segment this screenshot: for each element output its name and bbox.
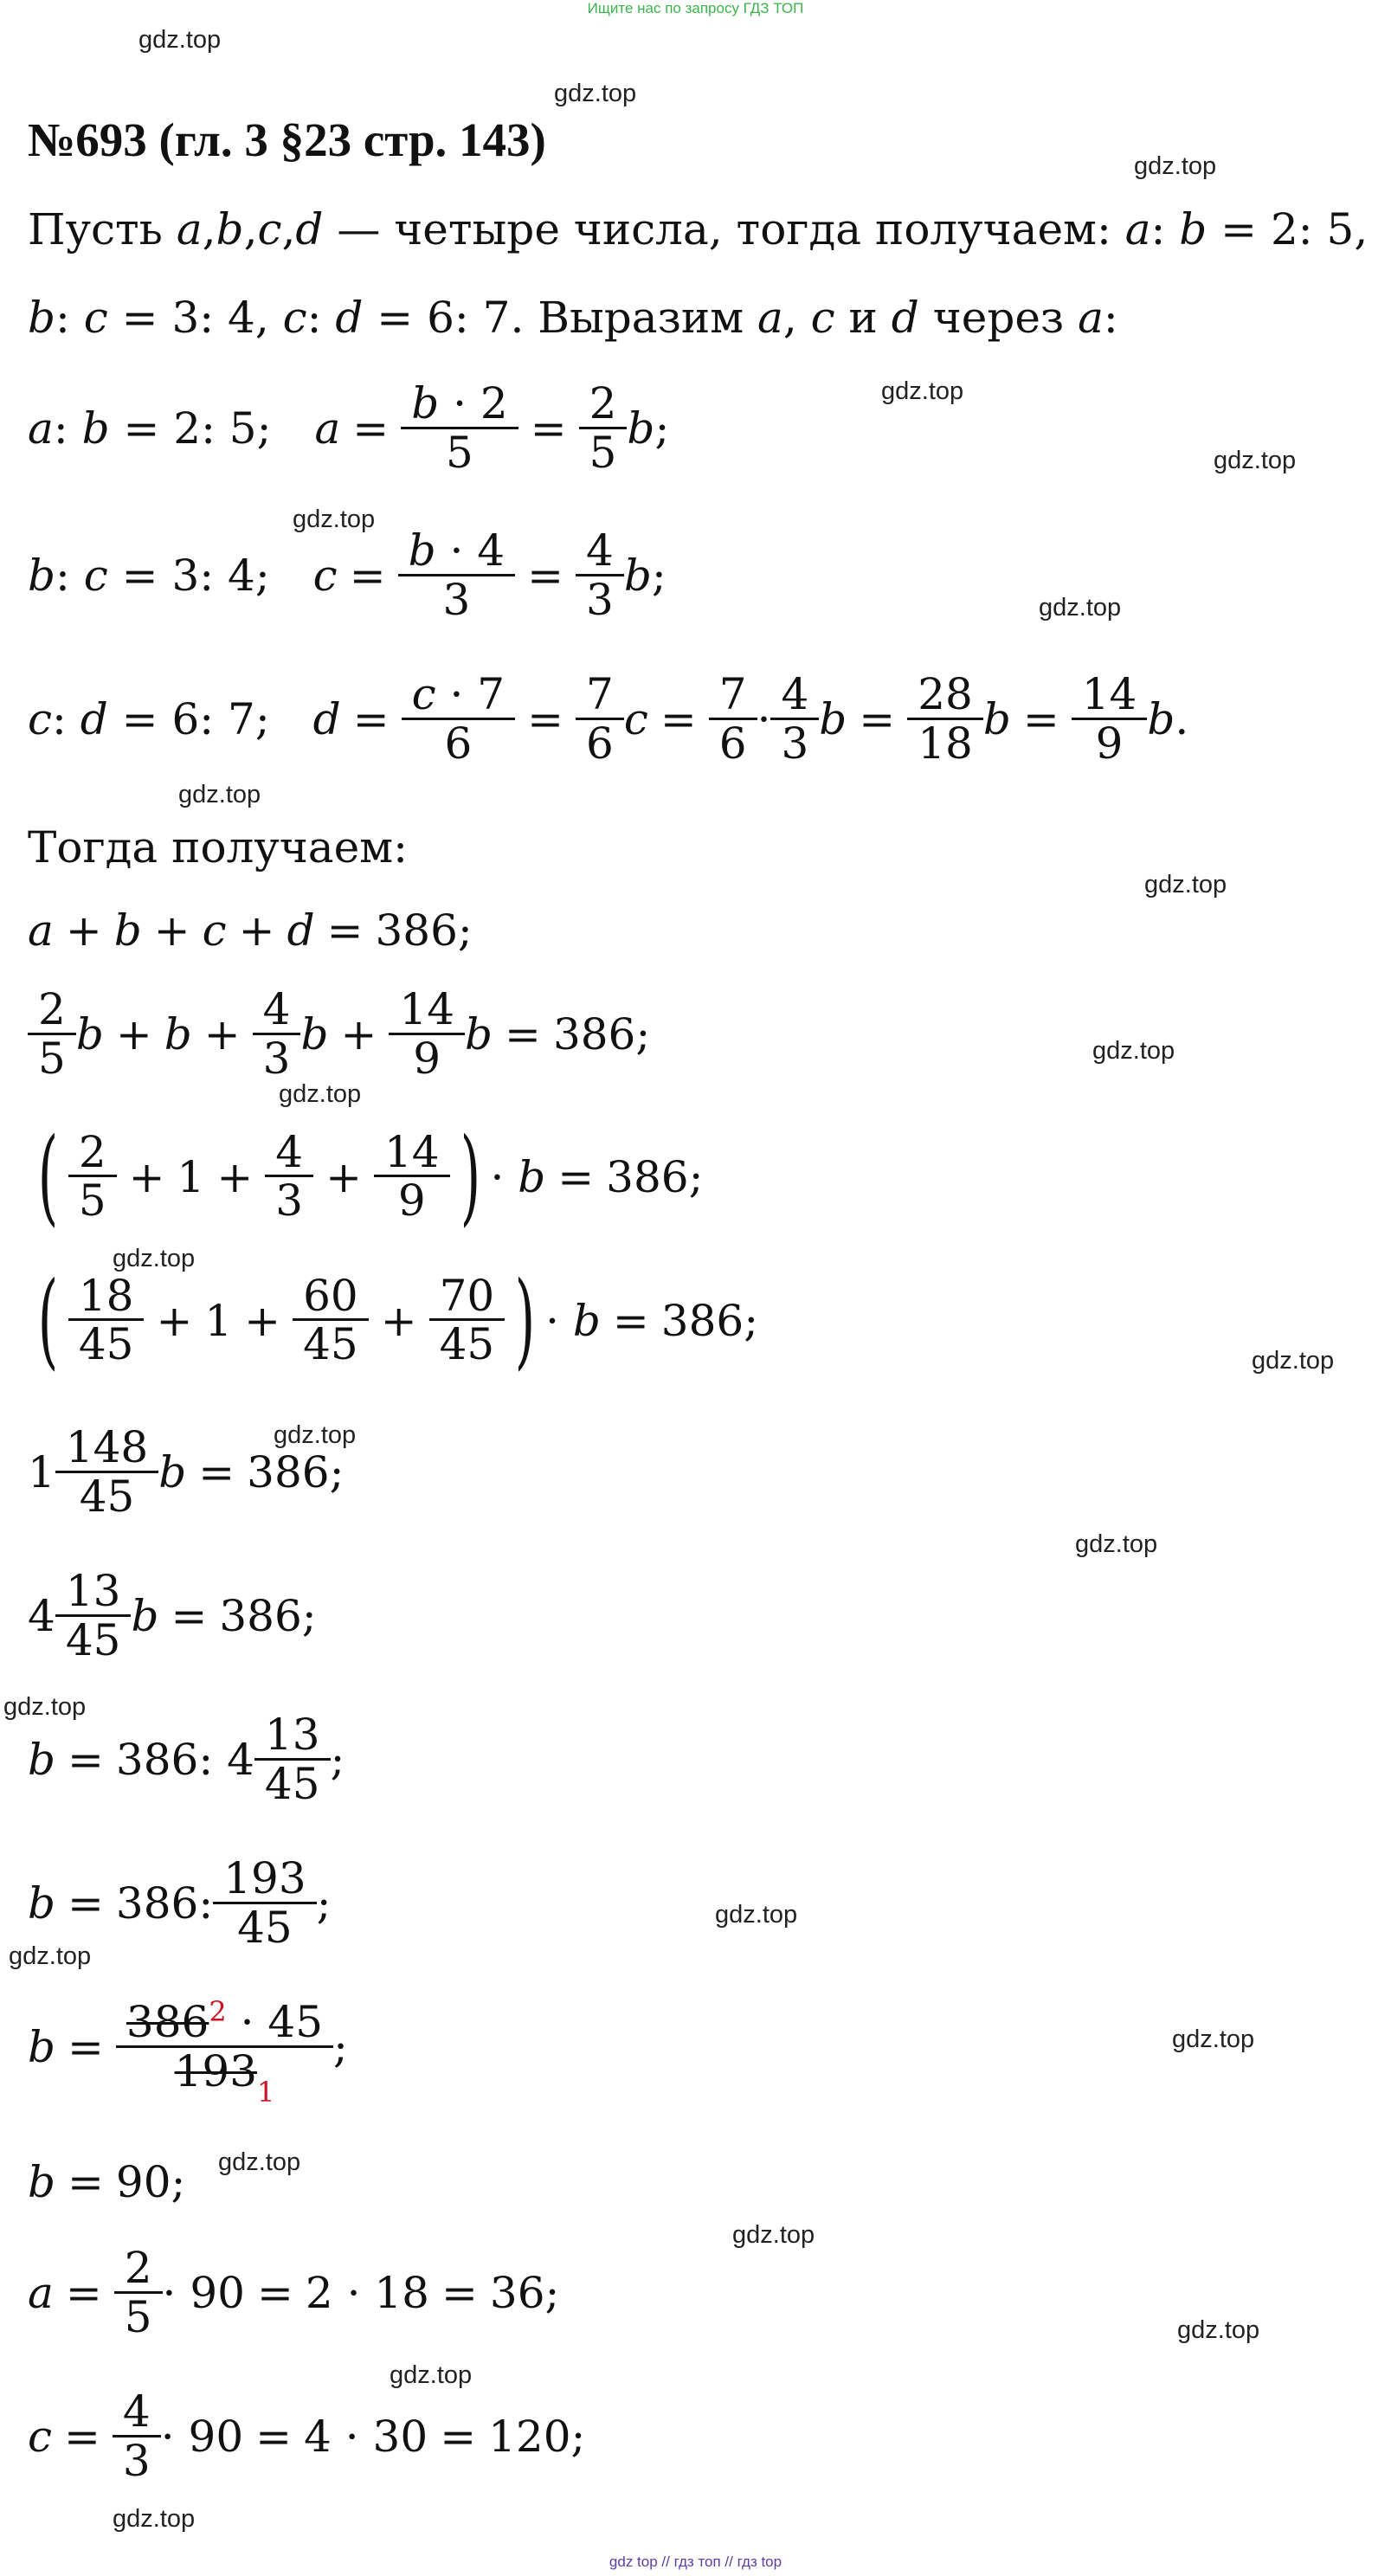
intro-text: Пусть xyxy=(28,204,163,254)
formula-c: b : c = 3: 4; c = $\frac{b \cdot 4}{3}$ = $\frac{4}{3}$ b ; xyxy=(28,525,667,625)
watermark: gdz.top xyxy=(1172,2025,1255,2053)
equation-common-denominator: ( $\frac{18}{45}$ + 1 + $\frac{60}{45}$ + $\frac{70}{45}$ ) · b = 386; xyxy=(37,1260,759,1381)
watermark: gdz.top xyxy=(1039,594,1122,621)
watermark: gdz.top xyxy=(113,2505,196,2533)
watermark: gdz.top xyxy=(3,1693,87,1721)
watermark: gdz.top xyxy=(1092,1037,1175,1065)
then-text: Тогда получаем: xyxy=(28,822,408,873)
watermark: gdz.top xyxy=(138,26,222,54)
watermark: gdz.top xyxy=(1177,2316,1260,2344)
watermark: gdz.top xyxy=(554,80,637,107)
equation-fractions: $\frac{2}{5}$ b + b + $\frac{4}{3}$ b + $\frac{14}{9}$ b = 386; xyxy=(28,987,650,1083)
equation-mixed-1: 1 $\frac{148}{45}$ b = 386; xyxy=(28,1422,345,1522)
watermark: gdz.top xyxy=(1075,1530,1158,1558)
equation-mixed-2: 4 $\frac{13}{45}$ b = 386; xyxy=(28,1566,317,1665)
equation-b-division: b = 386: 4 $\frac{13}{45}$ ; xyxy=(28,1710,345,1809)
intro-text: через xyxy=(932,293,1065,343)
watermark: gdz.top xyxy=(390,2361,473,2389)
formula-a: a : b = 2: 5; a = $\frac{b \cdot 2}{5}$ = $\frac{2}{5}$ b ; xyxy=(28,378,670,478)
problem-title: №693 (гл. 3 §23 стр. 143) xyxy=(28,113,546,166)
watermark: gdz.top xyxy=(715,1901,798,1929)
result-b: b = 90; xyxy=(28,2157,186,2207)
watermark: gdz.top xyxy=(881,377,964,405)
search-banner[interactable]: Ищите нас по запросу ГДЗ ТОП xyxy=(587,0,804,16)
result-a: a = $\frac{2}{5}$ · 90 = 2 · 18 = 36; xyxy=(28,2243,560,2342)
watermark: gdz.top xyxy=(218,2148,301,2176)
watermark: gdz.top xyxy=(1134,152,1217,180)
intro-text: Выразим xyxy=(538,293,744,343)
equation-b-cancel: b = $\frac{386^2 \cdot 45}{193_1}$ ; xyxy=(28,1995,348,2109)
watermark: gdz.top xyxy=(279,1080,362,1108)
intro-text: и xyxy=(848,293,878,343)
watermark: gdz.top xyxy=(274,1421,357,1449)
watermark: gdz.top xyxy=(178,781,261,808)
intro-text: — четыре числа, тогда получаем: xyxy=(337,204,1111,254)
equation-sum: a + b + c + d = 386; xyxy=(28,905,473,956)
equation-factored: ( $\frac{2}{5}$ + 1 + $\frac{4}{3}$ + $\frac{14}{9}$ ) · b = 386; xyxy=(37,1117,704,1237)
result-c: c = $\frac{4}{3}$ · 90 = 4 · 30 = 120; xyxy=(28,2386,586,2486)
watermark: gdz.top xyxy=(732,2221,815,2249)
footer-links[interactable]: gdz top // гдз топ // гдз top xyxy=(609,2553,782,2570)
intro-line-2: b : c = 3: 4, c : d = 6: 7. Выразим a , c и d через a : xyxy=(28,293,1118,343)
watermark: gdz.top xyxy=(1252,1347,1335,1375)
watermark: gdz.top xyxy=(293,506,376,533)
equation-b-improper: b = 386: $\frac{193}{45}$ ; xyxy=(28,1853,332,1953)
formula-d: c : d = 6: 7; d = $\frac{c \cdot 7}{6}$ = $\frac{7}{6}$ c = $\frac{7}{6}$ · $\frac{4}{3}$ b = $\frac{28}{18}$ b = $\frac{14}{9}$ b . xyxy=(28,669,1189,769)
watermark: gdz.top xyxy=(113,1245,196,1272)
intro-line-1: Пусть a , b , c , d — четыре числа, тогда получаем: a : b = 2: 5, xyxy=(28,204,1368,254)
watermark: gdz.top xyxy=(1214,447,1297,474)
watermark: gdz.top xyxy=(9,1942,92,1970)
watermark: gdz.top xyxy=(1144,871,1227,898)
